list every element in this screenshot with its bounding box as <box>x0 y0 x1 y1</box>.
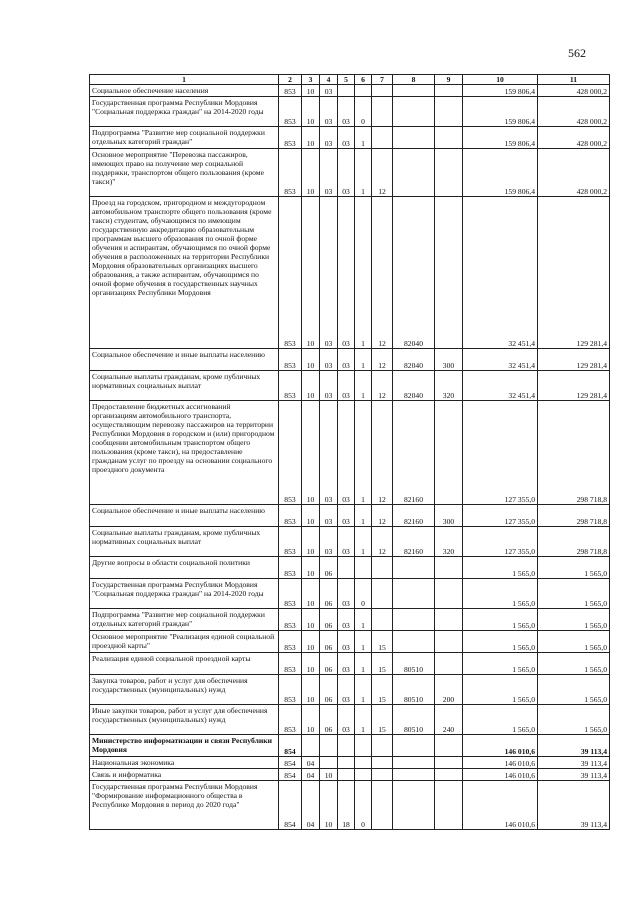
row-amount-11: 428 000,2 <box>538 149 610 197</box>
row-amount-11: 129 281,4 <box>538 371 610 401</box>
row-code-4: 03 <box>320 505 338 527</box>
row-code-9 <box>435 579 463 609</box>
row-name: Социальные выплаты гражданам, кроме публичных нормативных социальных выплат <box>90 371 279 401</box>
row-code-4: 10 <box>320 781 338 830</box>
row-code-5 <box>338 735 355 757</box>
row-amount-11: 298 718,8 <box>538 401 610 505</box>
table-body <box>90 85 610 830</box>
row-code-6: 1 <box>355 705 372 735</box>
row-code-4 <box>320 735 338 757</box>
row-code-4: 06 <box>320 675 338 705</box>
row-code-8 <box>393 609 435 631</box>
row-name: Министерство информатизации и связи Республики Мордовия <box>90 735 279 757</box>
table-row <box>90 85 610 97</box>
row-code-8 <box>393 557 435 579</box>
row-code-4: 06 <box>320 579 338 609</box>
row-code-5 <box>338 557 355 579</box>
row-code-5: 03 <box>338 197 355 349</box>
header-cell: 2 <box>279 75 302 85</box>
row-amount-11: 298 718,8 <box>538 527 610 557</box>
row-amount-10: 127 355,0 <box>463 527 538 557</box>
row-code-9: 300 <box>435 349 463 371</box>
row-code-6: 1 <box>355 653 372 675</box>
row-code-6: 0 <box>355 579 372 609</box>
row-code-6 <box>355 769 372 781</box>
row-code-7 <box>372 127 393 149</box>
row-code-2: 853 <box>279 197 302 349</box>
row-code-5: 03 <box>338 401 355 505</box>
row-code-8: 80510 <box>393 653 435 675</box>
row-code-8: 82040 <box>393 197 435 349</box>
row-amount-11: 1 565,0 <box>538 609 610 631</box>
row-code-2: 853 <box>279 349 302 371</box>
row-code-8: 82160 <box>393 527 435 557</box>
table-row <box>90 579 610 609</box>
row-code-4: 06 <box>320 609 338 631</box>
row-code-4: 06 <box>320 653 338 675</box>
row-code-9 <box>435 757 463 769</box>
row-code-6: 1 <box>355 675 372 705</box>
row-amount-10: 1 565,0 <box>463 557 538 579</box>
row-amount-11: 428 000,2 <box>538 85 610 97</box>
row-code-3: 10 <box>302 85 320 97</box>
row-name: Другие вопросы в области социальной политики <box>90 557 279 579</box>
table-row <box>90 401 610 505</box>
row-code-3: 10 <box>302 579 320 609</box>
row-name: Предоставление бюджетных ассигнований организациям автомобильного транспорта, осуществляющим перевозку пассажиров на территории Республики Мордовия в городском и (или) пригородном сообщении автомобильным транспортом общего пользования (кроме такси), на предоставление гражданам услуг по проезду на основании социального проездного документа <box>90 401 279 505</box>
row-code-5: 03 <box>338 97 355 127</box>
row-code-6 <box>355 85 372 97</box>
row-code-7 <box>372 769 393 781</box>
row-name: Реализация единой социальной проездной карты <box>90 653 279 675</box>
row-name: Основное мероприятие "Реализация единой социальной проездной карты" <box>90 631 279 653</box>
row-code-7 <box>372 609 393 631</box>
row-name: Государственная программа Республики Мордовия "Формирование информационного общества в Республике Мордовия в период до 2020 года" <box>90 781 279 830</box>
row-code-8 <box>393 631 435 653</box>
row-code-9 <box>435 401 463 505</box>
row-code-2: 853 <box>279 527 302 557</box>
row-code-7: 12 <box>372 505 393 527</box>
row-name: Иные закупки товаров, работ и услуг для обеспечения государственных (муниципальных) нужд <box>90 705 279 735</box>
table-row <box>90 527 610 557</box>
row-code-8 <box>393 579 435 609</box>
table-row <box>90 705 610 735</box>
row-code-9: 320 <box>435 371 463 401</box>
row-name: Подпрограмма "Развитие мер социальной поддержки отдельных категорий граждан" <box>90 127 279 149</box>
row-amount-10: 159 806,4 <box>463 149 538 197</box>
row-code-6 <box>355 735 372 757</box>
row-code-4: 03 <box>320 197 338 349</box>
row-amount-11: 428 000,2 <box>538 127 610 149</box>
row-code-5 <box>338 757 355 769</box>
row-code-4 <box>320 757 338 769</box>
row-code-2: 854 <box>279 769 302 781</box>
row-code-5: 03 <box>338 149 355 197</box>
row-code-7: 15 <box>372 705 393 735</box>
row-code-6: 1 <box>355 401 372 505</box>
page-number: 562 <box>568 46 586 60</box>
row-code-9 <box>435 735 463 757</box>
row-code-3: 10 <box>302 97 320 127</box>
row-code-6: 1 <box>355 371 372 401</box>
header-cell: 10 <box>463 75 538 85</box>
row-amount-10: 146 010,6 <box>463 735 538 757</box>
row-code-3: 10 <box>302 505 320 527</box>
row-code-4: 03 <box>320 349 338 371</box>
header-cell: 6 <box>355 75 372 85</box>
header-cell: 1 <box>90 75 279 85</box>
row-code-2: 854 <box>279 735 302 757</box>
row-code-3: 10 <box>302 705 320 735</box>
table-row <box>90 371 610 401</box>
row-code-3: 04 <box>302 757 320 769</box>
table-row <box>90 149 610 197</box>
row-code-4: 06 <box>320 557 338 579</box>
row-code-4: 03 <box>320 97 338 127</box>
row-code-6 <box>355 557 372 579</box>
row-code-4: 03 <box>320 85 338 97</box>
row-amount-11: 1 565,0 <box>538 675 610 705</box>
row-name: Социальное обеспечение и иные выплаты населению <box>90 349 279 371</box>
table-row <box>90 769 610 781</box>
row-amount-10: 127 355,0 <box>463 505 538 527</box>
row-code-8 <box>393 769 435 781</box>
row-code-2: 853 <box>279 401 302 505</box>
row-code-2: 853 <box>279 653 302 675</box>
row-code-8: 82160 <box>393 401 435 505</box>
row-code-9 <box>435 609 463 631</box>
row-code-6: 1 <box>355 349 372 371</box>
row-code-5: 03 <box>338 371 355 401</box>
row-code-9 <box>435 197 463 349</box>
row-name: Социальное обеспечение и иные выплаты населению <box>90 505 279 527</box>
row-code-9 <box>435 769 463 781</box>
row-code-8: 82040 <box>393 371 435 401</box>
row-code-7: 12 <box>372 149 393 197</box>
header-cell: 3 <box>302 75 320 85</box>
row-code-3: 10 <box>302 527 320 557</box>
row-name: Социальные выплаты гражданам, кроме публичных нормативных социальных выплат <box>90 527 279 557</box>
row-code-5: 03 <box>338 705 355 735</box>
header-cell: 5 <box>338 75 355 85</box>
row-amount-11: 1 565,0 <box>538 557 610 579</box>
row-code-9: 200 <box>435 675 463 705</box>
row-code-6: 0 <box>355 781 372 830</box>
row-code-4: 06 <box>320 705 338 735</box>
row-code-2: 853 <box>279 127 302 149</box>
row-code-8 <box>393 781 435 830</box>
row-code-9: 320 <box>435 527 463 557</box>
row-code-3: 04 <box>302 769 320 781</box>
header-cell: 4 <box>320 75 338 85</box>
row-code-9 <box>435 97 463 127</box>
row-code-5: 03 <box>338 349 355 371</box>
row-code-4: 06 <box>320 631 338 653</box>
row-amount-10: 1 565,0 <box>463 609 538 631</box>
row-code-5: 18 <box>338 781 355 830</box>
row-code-3: 10 <box>302 653 320 675</box>
row-amount-10: 32 451,4 <box>463 371 538 401</box>
row-code-6: 1 <box>355 197 372 349</box>
row-code-3: 10 <box>302 609 320 631</box>
row-name: Государственная программа Республики Мордовия "Социальная поддержка граждан" на 2014-2020 годы <box>90 579 279 609</box>
row-amount-11: 39 113,4 <box>538 735 610 757</box>
header-cell: 8 <box>393 75 435 85</box>
row-code-7: 12 <box>372 371 393 401</box>
row-amount-11: 1 565,0 <box>538 579 610 609</box>
row-code-9 <box>435 85 463 97</box>
budget-table <box>89 74 610 830</box>
row-code-6: 1 <box>355 631 372 653</box>
table-row <box>90 757 610 769</box>
row-code-7: 15 <box>372 675 393 705</box>
row-code-4: 10 <box>320 769 338 781</box>
row-code-4: 03 <box>320 371 338 401</box>
row-code-7 <box>372 85 393 97</box>
row-code-6: 1 <box>355 609 372 631</box>
row-code-2: 853 <box>279 675 302 705</box>
row-amount-11: 39 113,4 <box>538 769 610 781</box>
row-code-5: 03 <box>338 505 355 527</box>
row-code-3: 10 <box>302 675 320 705</box>
row-code-9 <box>435 149 463 197</box>
row-amount-10: 146 010,6 <box>463 769 538 781</box>
row-code-3: 10 <box>302 557 320 579</box>
row-code-7: 12 <box>372 527 393 557</box>
row-code-6: 1 <box>355 127 372 149</box>
row-code-5 <box>338 769 355 781</box>
row-amount-11: 39 113,4 <box>538 757 610 769</box>
row-amount-10: 146 010,6 <box>463 781 538 830</box>
row-code-5 <box>338 85 355 97</box>
row-code-9 <box>435 653 463 675</box>
row-amount-10: 146 010,6 <box>463 757 538 769</box>
row-code-2: 853 <box>279 85 302 97</box>
row-code-9 <box>435 631 463 653</box>
row-name: Государственная программа Республики Мордовия "Социальная поддержка граждан" на 2014-2020 годы <box>90 97 279 127</box>
row-amount-10: 32 451,4 <box>463 197 538 349</box>
row-code-7: 15 <box>372 653 393 675</box>
row-name: Социальное обеспечение населения <box>90 85 279 97</box>
row-code-6: 1 <box>355 527 372 557</box>
row-code-2: 853 <box>279 609 302 631</box>
row-name: Подпрограмма "Развитие мер социальной поддержки отдельных категорий граждан" <box>90 609 279 631</box>
row-code-7 <box>372 735 393 757</box>
row-code-4: 03 <box>320 127 338 149</box>
table-row <box>90 781 610 830</box>
row-code-3 <box>302 735 320 757</box>
row-amount-11: 1 565,0 <box>538 653 610 675</box>
row-name: Основное мероприятие "Перевозка пассажиров, имеющих право на получение мер социальной поддержки, транспортом общего пользования (кроме такси)" <box>90 149 279 197</box>
row-amount-11: 129 281,4 <box>538 197 610 349</box>
row-amount-10: 127 355,0 <box>463 401 538 505</box>
row-amount-11: 1 565,0 <box>538 705 610 735</box>
row-code-2: 853 <box>279 505 302 527</box>
row-code-5: 03 <box>338 527 355 557</box>
row-amount-10: 159 806,4 <box>463 97 538 127</box>
row-code-3: 10 <box>302 197 320 349</box>
row-code-6: 0 <box>355 97 372 127</box>
row-amount-11: 298 718,8 <box>538 505 610 527</box>
row-name: Связь и информатика <box>90 769 279 781</box>
table-row <box>90 675 610 705</box>
table-row <box>90 97 610 127</box>
table-row <box>90 349 610 371</box>
row-code-7 <box>372 557 393 579</box>
row-code-3: 10 <box>302 349 320 371</box>
table-row <box>90 653 610 675</box>
row-code-7: 12 <box>372 401 393 505</box>
row-code-8: 82040 <box>393 349 435 371</box>
row-code-5: 03 <box>338 653 355 675</box>
row-code-3: 10 <box>302 401 320 505</box>
table-row <box>90 127 610 149</box>
table-row <box>90 557 610 579</box>
row-amount-10: 32 451,4 <box>463 349 538 371</box>
row-code-6: 1 <box>355 505 372 527</box>
table-row <box>90 735 610 757</box>
row-code-2: 853 <box>279 631 302 653</box>
row-code-5: 03 <box>338 631 355 653</box>
row-code-7: 12 <box>372 197 393 349</box>
row-amount-10: 1 565,0 <box>463 579 538 609</box>
row-amount-10: 1 565,0 <box>463 653 538 675</box>
row-name: Закупка товаров, работ и услуг для обеспечения государственных (муниципальных) нужд <box>90 675 279 705</box>
row-code-8 <box>393 85 435 97</box>
row-amount-11: 428 000,2 <box>538 97 610 127</box>
row-amount-10: 1 565,0 <box>463 631 538 653</box>
row-code-6: 1 <box>355 149 372 197</box>
row-code-4: 03 <box>320 149 338 197</box>
row-code-3: 10 <box>302 371 320 401</box>
row-amount-11: 129 281,4 <box>538 349 610 371</box>
row-code-2: 853 <box>279 705 302 735</box>
row-code-2: 854 <box>279 781 302 830</box>
row-code-7 <box>372 781 393 830</box>
row-code-8: 80510 <box>393 705 435 735</box>
row-code-2: 853 <box>279 149 302 197</box>
row-code-5: 03 <box>338 675 355 705</box>
row-code-8 <box>393 735 435 757</box>
row-code-3: 10 <box>302 149 320 197</box>
row-code-8: 80510 <box>393 675 435 705</box>
row-code-7 <box>372 757 393 769</box>
row-code-8 <box>393 757 435 769</box>
row-code-2: 853 <box>279 579 302 609</box>
row-amount-11: 39 113,4 <box>538 781 610 830</box>
row-code-7 <box>372 97 393 127</box>
row-code-9: 300 <box>435 505 463 527</box>
row-code-9 <box>435 781 463 830</box>
row-code-4: 03 <box>320 527 338 557</box>
row-code-5: 03 <box>338 127 355 149</box>
row-code-7 <box>372 579 393 609</box>
row-code-2: 854 <box>279 757 302 769</box>
row-code-2: 853 <box>279 557 302 579</box>
row-code-5: 03 <box>338 579 355 609</box>
header-cell: 7 <box>372 75 393 85</box>
row-name: Национальная экономика <box>90 757 279 769</box>
header-cell: 11 <box>538 75 610 85</box>
row-code-5: 03 <box>338 609 355 631</box>
row-name: Проезд на городском, пригородном и междугородном автомобильном транспорте общего пользования (кроме такси) студентам, обучающимся по имеющим государственную аккредитацию образовательным программам высшего образования по очной форме обучения и аспирантам, обучающимся по очной форме обучения в расположенных на территории Республики Мордовия образовательных организациях высшего образования, а также аспирантам, обучающимся по очной форме обучения в государственных научных организациях Республики Мордовия <box>90 197 279 349</box>
table-row <box>90 609 610 631</box>
row-code-4: 03 <box>320 401 338 505</box>
row-code-3: 10 <box>302 127 320 149</box>
row-code-6 <box>355 757 372 769</box>
row-amount-10: 1 565,0 <box>463 675 538 705</box>
header-cell: 9 <box>435 75 463 85</box>
row-code-7: 15 <box>372 631 393 653</box>
row-code-8 <box>393 149 435 197</box>
row-code-9 <box>435 557 463 579</box>
row-amount-10: 159 806,4 <box>463 127 538 149</box>
table-row <box>90 505 610 527</box>
row-code-3: 10 <box>302 631 320 653</box>
row-code-9 <box>435 127 463 149</box>
row-amount-10: 1 565,0 <box>463 705 538 735</box>
table-row <box>90 631 610 653</box>
row-code-3: 04 <box>302 781 320 830</box>
row-amount-11: 1 565,0 <box>538 631 610 653</box>
row-code-9: 240 <box>435 705 463 735</box>
table-row <box>90 197 610 349</box>
row-code-2: 853 <box>279 97 302 127</box>
table-header-row <box>90 75 610 85</box>
row-amount-10: 159 806,4 <box>463 85 538 97</box>
row-code-7: 12 <box>372 349 393 371</box>
row-code-8 <box>393 97 435 127</box>
row-code-8: 82160 <box>393 505 435 527</box>
row-code-8 <box>393 127 435 149</box>
row-code-2: 853 <box>279 371 302 401</box>
